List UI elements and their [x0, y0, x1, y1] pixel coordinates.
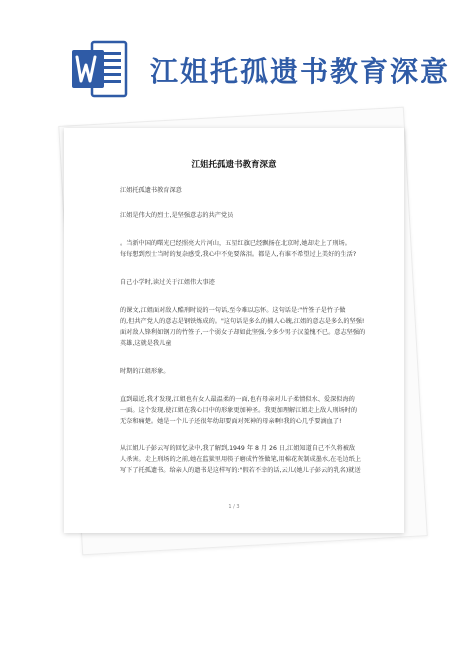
paragraph-line: 英雄,这就是我儿童 — [120, 340, 172, 347]
paragraph-line: 江姐托孤遗书教育深意 — [120, 187, 182, 194]
word-document-icon — [68, 38, 130, 100]
paragraph-line: 直到最近,我才发现,江姐也有女人最温柔的一面,也有母亲对儿子柔情似水、爱深似海的 — [120, 396, 355, 403]
document-page — [64, 128, 404, 533]
paragraph-line: 自己小学时,读过关于江姐伟大事迹 — [120, 279, 215, 286]
paragraph-line: 时期的江姐形象。 — [120, 368, 170, 375]
paragraph-line: 写下了托孤遗书。给亲人的遗书是这样写的:"假若不幸的话,云儿(她儿子彭云的乳名)就送 — [120, 467, 361, 474]
paragraph-line: 每每想到烈士当时的复杂感受,我心中不免要落泪。都是人,有谁不希望过上美好的生活? — [120, 251, 357, 258]
paragraph-line: 面对敌人锋利如钢刀的竹签子,一个弱女子却如此坚强,令多少男子汉羞愧不已。意志坚强的 — [120, 329, 366, 336]
paragraph-line: 江姐是伟大的烈士,是坚强意志的共产党员 — [120, 212, 234, 219]
document-title: 江姐托孤遗书教育深意 — [191, 160, 277, 170]
banner — [0, 0, 474, 108]
paragraph-line: 一面。这个发现,使江姐在我心目中的形象更加神圣。我更加理解江姐走上敌人刑场时的 — [120, 407, 358, 414]
paragraph-line: 的课文,江姐面对敌人酷刑时说的一句话,至今难以忘怀。这句话是:"竹签子是竹子做 — [120, 307, 346, 314]
paragraph-line: 。当新中国的曙光已经照亮大片河山，五星红旗已经飘扬在北京时,她却走上了刑场。 — [120, 240, 351, 247]
paragraph-line: 从江姐儿子彭云写的回忆录中,我了解到,1949 年 8 月 26 日,江姐知道自己不久将被敌 — [120, 445, 356, 452]
paragraph-line: 的,但共产党人的意志是钢铁炼成的。"这句话是多么的捕人心魄,江姐的意志是多么的坚强! — [120, 318, 365, 325]
paragraph-line: 无奈和痛楚。她是一个儿子还很年幼却要面对死神的母亲啊!我的心几乎要滴血了! — [120, 418, 342, 425]
page-number: 1 / 3 — [228, 504, 240, 510]
banner-title: 江姐托孤遗书教育深意 — [150, 55, 451, 88]
paragraph-line: 人杀害。走上刑场的之前,她在监狱里用筷子磨成竹签做笔,用棉花灰制成墨水,在毛边纸上 — [120, 456, 362, 463]
